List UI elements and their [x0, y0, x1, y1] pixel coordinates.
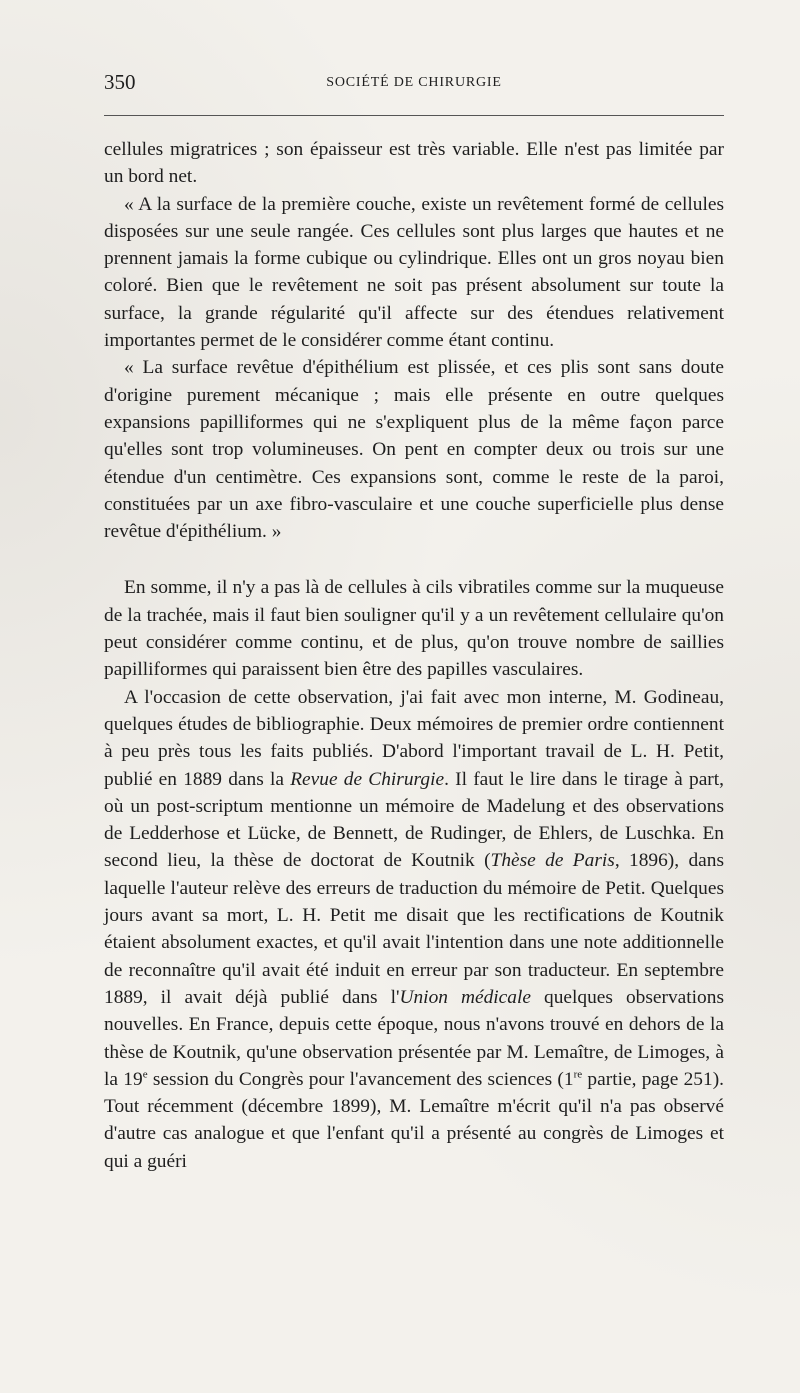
text-run: partie, page 251). Tout récemment (décembre 1899), M. Lemaître m'écrit qu'il n'a pas observé d'autre cas analogue et que l'enfant qu'il a présenté au congrès de Limoges et qui a guéri	[104, 1068, 725, 1172]
paragraph-quote-surface: « A la surface de la première couche, existe un revêtement formé de cellules disposées sur une seule rangée. Ces cellules sont plus larges que hautes et ne prennent jamais la forme cubique ou cylindrique. Elles ont un gros noyau bien coloré. Bien que le revêtement ne soit pas présent absolument sur toute la surface, la grande régularité qu'il affecte sur des étendues relativement importantes permet de le considérer comme étant continu.	[104, 193, 724, 352]
header-rule	[104, 115, 724, 116]
text-run: A l'occasion de cette observation, j'ai fait avec mon interne, M. Godineau, quelques études de bibliographie. Deux mémoires de premier ordre contiennent à peu près tous les faits publiés. D'abord l'important travail de L. H. Petit, publié en 1889 dans la	[104, 686, 724, 790]
page-number: 350	[104, 70, 136, 94]
paragraph-summary: En somme, il n'y a pas là de cellules à cils vibratiles comme sur la muqueuse de la trachée, mais il faut bien souligner qu'il y a un revêtement cellulaire qu'on peut considérer comme continu, et de plus, qu'on trouve nombre de saillies papilliformes qui paraissent bien être des papilles vasculaires.	[104, 577, 724, 681]
superscript: e	[142, 1068, 148, 1081]
text-run: session du Congrès pour l'avancement des sciences (1	[147, 1068, 574, 1090]
paragraph-quote-epithelium: « La surface revêtue d'épithélium est plissée, et ces plis sont sans doute d'origine purement mécanique ; mais elle présente en outre quelques expansions papilliformes qui ne s'expliquent plus de la même façon parce qu'elles sont trop volumineuses. On pent en compter deux ou trois sur une étendue d'un centimètre. Ces expansions sont, comme le reste de la paroi, constituées par un axe fibro-vasculaire et une couche superficielle plus dense revêtue d'épithélium. »	[104, 357, 724, 543]
journal-title: SOCIÉTÉ DE CHIRURGIE	[326, 75, 502, 90]
text-run: , 1896), dans laquelle l'auteur relève des erreurs de traduction du mémoire de Petit. Quelques jours avant sa mort, L. H. Petit me disait que les rectifications de Koutnik étaient absolument exactes, et qu'il avait l'intention dans une note additionnelle de reconnaître qu'il avait été induit en erreur par son traducteur. En septembre 1889, il avait déjà publié dans l'	[104, 850, 724, 1008]
book-page	[104, 66, 724, 1175]
journal-reference: Union médicale	[399, 986, 531, 1008]
body-text	[104, 136, 724, 1175]
text-run: . Il faut le lire dans le tirage à part, où un post-scriptum mentionne un mémoire de Madelung et des observations de Ledderhose et Lücke, de Bennett, de Rudinger, de Ehlers, de Luschka. En second lieu, la thèse de doctorat de Koutnik (	[104, 768, 724, 872]
paragraph-continuation: cellules migratrices ; son épaisseur est très variable. Elle n'est pas limitée par un bord net.	[104, 139, 724, 188]
running-head	[104, 66, 724, 100]
superscript: re	[573, 1068, 583, 1081]
text-run: quelques observations nouvelles. En France, depuis cette époque, nous n'avons trouvé en dehors de la thèse de Koutnik, qu'une observation présentée par M. Lemaître, de Limoges, à la 19	[104, 986, 724, 1090]
thesis-reference: Thèse de Paris	[490, 850, 615, 872]
section-gap	[104, 545, 724, 574]
paragraph-bibliography	[104, 684, 724, 1175]
journal-reference: Revue de Chirurgie	[290, 768, 445, 790]
